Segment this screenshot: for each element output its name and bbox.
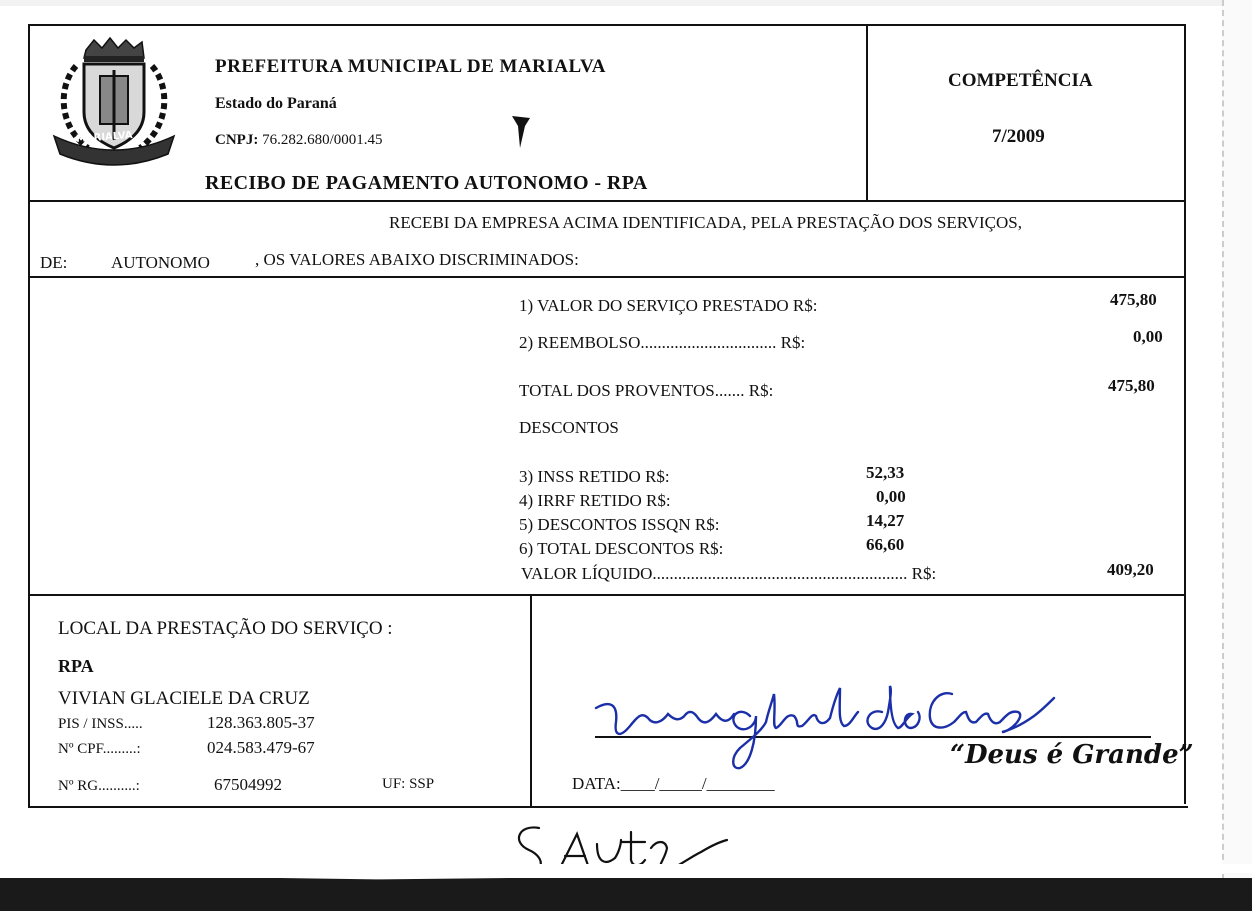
total-proventos-value: 475,80	[1108, 376, 1155, 395]
frame-left	[28, 24, 30, 808]
irrf-label: 4) IRRF RETIDO R$:	[519, 491, 671, 510]
pis-value: 128.363.805-37	[207, 713, 315, 732]
competencia-label: COMPETÊNCIA	[948, 70, 1093, 91]
competencia-value: 7/2009	[992, 126, 1045, 147]
header-divider	[866, 24, 868, 202]
frame-right	[1184, 24, 1186, 804]
reembolso-label: 2) REEMBOLSO................................ R$:	[519, 333, 806, 352]
servico-value: 475,80	[1110, 290, 1157, 309]
declaration-rule	[28, 276, 1186, 278]
cnpj-value: 76.282.680/0001.45	[262, 132, 383, 148]
crest-banner-text: MARIALVA	[75, 130, 133, 145]
rg-value: 67504992	[214, 775, 282, 794]
cnpj-line	[215, 132, 383, 149]
issqn-label: 5) DESCONTOS ISSQN R$:	[519, 515, 720, 534]
total-descontos-value: 66,60	[866, 535, 905, 554]
footer-divider	[530, 596, 532, 808]
de-value: AUTONOMO	[111, 253, 210, 272]
rg-label: Nº RG..........:	[58, 778, 140, 794]
date-field: DATA:____/_____/________	[572, 774, 775, 793]
cpf-value: 024.583.479-67	[207, 738, 315, 757]
document-title: RECIBO DE PAGAMENTO AUTONOMO - RPA	[205, 172, 648, 194]
municipal-crest-icon	[48, 36, 180, 168]
de-label: DE:	[40, 253, 68, 272]
scan-right-edge	[1222, 0, 1252, 880]
irrf-value: 0,00	[876, 487, 906, 506]
inss-label: 3) INSS RETIDO R$:	[519, 467, 670, 486]
local-label: LOCAL DA PRESTAÇÃO DO SERVIÇO :	[58, 618, 393, 639]
scan-edge-bottom	[0, 878, 1252, 911]
descontos-heading: DESCONTOS	[519, 418, 619, 437]
local-value: RPA	[58, 656, 94, 676]
motto-stamp: “Deus é Grande”	[950, 740, 1194, 770]
servico-label: 1) VALOR DO SERVIÇO PRESTADO R$:	[519, 296, 818, 315]
declaration-line1: RECEBI DA EMPRESA ACIMA IDENTIFICADA, PELA PRESTAÇÃO DOS SERVIÇOS,	[389, 213, 1022, 232]
total-descontos-label: 6) TOTAL DESCONTOS R$:	[519, 539, 724, 558]
cpf-label: Nº CPF.........:	[58, 741, 141, 757]
reembolso-value: 0,00	[1133, 327, 1163, 346]
liquido-label: VALOR LÍQUIDO............................................................ R$:	[521, 564, 937, 583]
frame-top	[28, 24, 1186, 26]
cnpj-label: CNPJ:	[215, 132, 259, 148]
frame-bottom	[28, 806, 1188, 808]
total-proventos-label: TOTAL DOS PROVENTOS....... R$:	[519, 381, 774, 400]
inss-value: 52,33	[866, 463, 905, 482]
uf-value: SSP	[409, 776, 435, 792]
liquido-value: 409,20	[1107, 560, 1154, 579]
uf-line	[382, 776, 434, 793]
declaration-line2: , OS VALORES ABAIXO DISCRIMINADOS:	[255, 250, 579, 269]
values-rule	[28, 594, 1186, 596]
pis-label: PIS / INSS.....	[58, 716, 143, 732]
issqn-value: 14,27	[866, 511, 905, 530]
provider-name: VIVIAN GLACIELE DA CRUZ	[58, 688, 310, 709]
state-name: Estado do Paraná	[215, 95, 337, 112]
scan-edge-top	[0, 0, 1252, 6]
org-name: PREFEITURA MUNICIPAL DE MARIALVA	[215, 56, 606, 77]
header-rule	[28, 200, 1186, 202]
uf-label: UF:	[382, 776, 406, 792]
scan-mark	[512, 116, 530, 148]
